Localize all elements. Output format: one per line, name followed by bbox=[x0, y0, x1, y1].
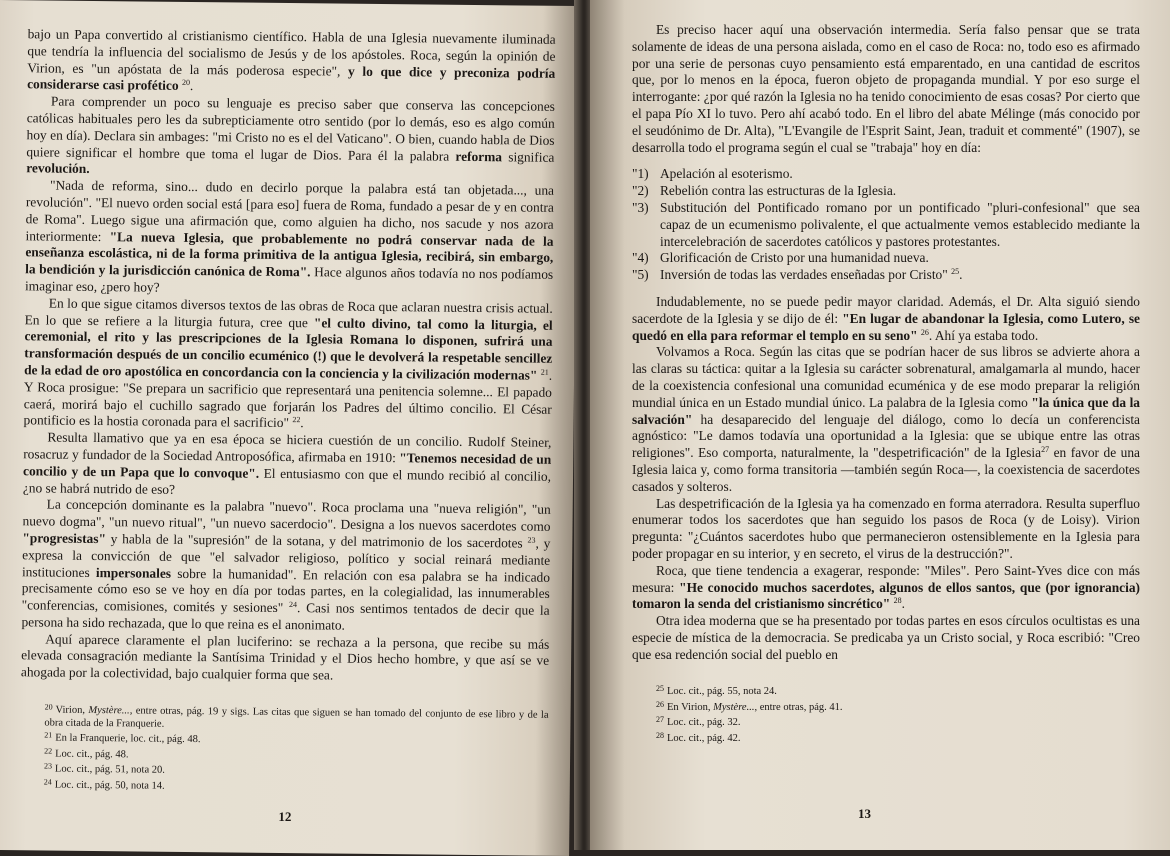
paragraph: "Nada de reforma, sino... dudo en decirlo porque la palabra está tan objetada..., una revolución". "El nuevo orden social está [para eso] fuera de Roma, fundado a pesar de y en contra de Roma". Luego sigue una afirmación que, como alguien ha dicho, nos sacude y nos azora interiormente: "La nueva Iglesia, que probablemente no podrá conservar nada de la enseñanza escolástica, ni de la forma primitiva de la antigua Iglesia, recibirá, sin embargo, la bendición y la jurisdicción canónica de Roma". Hace algunos años todavía no nos podíamos imaginar eso, ¿pero hoy? bbox=[24, 177, 555, 295]
paragraph: Las despetrificación de la Iglesia ya ha comenzado en forma aterradora. Resulta superfluo enumerar todos los sacerdotes que han seguido los pasos de Roca (y de Loisy). Virion pregunta: "¿Cuántos sacerdotes hubo que permanecieron ostensiblemente en la Iglesia para poder propagar en su interior, y en secreto, el virus de la destrucción?". bbox=[632, 495, 1140, 561]
footnote-ref: 23 bbox=[527, 535, 536, 545]
paragraph: La concepción dominante es la palabra "nuevo". Roca proclama una "nueva religión", "un nuevo dogma", "un nuevo ritual", "un nuevo sacerdocio". Designa a los nuevos sacerdotes como "progresistas" y habla de la "supresión" de la sotana, y del matrimonio de los sacerdotes $^{23}$, y expresa la convicción de que "el salvador religioso, político y social reinará mediante instituciones impersonales sobre la humanidad". En relación con esa palabra se ha indicado precisamente cómo eso se ve hoy en día por todas partes, en la colegialidad, las innumerables "conferencias, comisiones, comités y sesiones" $^{24}$. Casi nos sentimos tentados de decir que la persona ha sido rechazada, que lo que reina es el anonimato. bbox=[21, 496, 551, 633]
footnote: $^{24}$ Loc. cit., pág. 50, nota 14. bbox=[43, 777, 165, 792]
list-item: "3) Substitución del Pontificado romano por un pontificado "pluri-confesional" que sea capaz de un ecumenismo polivalente, el que actualmente vemos establecido mediante la intercelebración de sacerdotes católicos y pastores protestantes. bbox=[632, 199, 1140, 249]
footnote-ref: 27 bbox=[1041, 445, 1050, 455]
paragraph: Otra idea moderna que se ha presentado por todas partes en esos círculos ocultistas es una especie de mística de la democracia. Se predicaba ya un Cristo social, y Roca escribió: "Creo que esa redención social del pueblo en bbox=[632, 613, 1140, 662]
paragraph: Es preciso hacer aquí una observación intermedia. Sería falso pensar que se trata solamente de ideas de una persona aislada, como en el caso de Roca: no, todo eso es afirmado por una serie de personas cuyo pensamiento está emparentado, en una cantidad de escritos que, por lo menos en la época, fueron objeto de propaganda mundial. Y por eso surge el interrogante: ¿por qué razón la Iglesia no ha tenido conocimiento de esas cosas? Por cierto que el papa Pío XI lo tuvo. Pero ahí acabó todo. En el libro del abate Mélinge (más conocido por el seudónimo de Dr. Alta), "L'Evangile de l'Esprit Saint, Jean, traduit et commenté" (1907), se desarrolla todo el programa según el cual se "trabaja" hoy en día: bbox=[632, 22, 1140, 155]
list-item: "1) Apelación al esoterismo. bbox=[632, 166, 793, 182]
left-page bbox=[0, 0, 578, 856]
list-item: "4) Glorificación de Cristo por una humanidad nueva. bbox=[632, 250, 929, 266]
paragraph: bajo un Papa convertido al cristianismo científico. Habla de una Iglesia nuevamente iluminada que tendría la influencia del socialismo de Jesús y de los apóstoles. Roca, según la opinión de Virion, es "un apóstata de la más poderosa especie", y lo que dice y preconiza podría considerarse casi profético $^{20}$. bbox=[27, 26, 556, 94]
paragraph: Volvamos a Roca. Según las citas que se podrían hacer de sus libros se advierte ahora a las claras su táctica: quitar a la Iglesia su carácter sobrenatural, amalgamarla al mundo, hacer de la coexistencia confesional una comunidad ecuménica y de ese modo preparar la religión mundial única en un Estado mundial único. La palabra de la Iglesia como "la única que da la salvación" ha desaparecido del lenguaje del diálogo, como lo decía un conferencista agnóstico: "Le damos todavía una oportunidad a la Iglesia: que se ubique entre las otras religiones". Eso comporta, naturalmente, la "despetrificación" de la Iglesia$^{27}$ en favor de una Iglesia laica y, como forma transitoria —también según Roca—, la coexistencia de sacerdotes casados y solteros. bbox=[632, 344, 1140, 494]
page-number: 12 bbox=[278, 808, 292, 825]
footnote: $^{21}$ En la Franquerie, loc. cit., pág. 48. bbox=[44, 730, 201, 746]
paragraph: Indudablemente, no se puede pedir mayor claridad. Además, el Dr. Alta siguió siendo sacerdote de la Iglesia y se dijo de él: "En lugar de abandonar la Iglesia, como Lutero, se quedó en ella para reformar el templo en su seno" $^{26}$. Ahí ya estaba todo. bbox=[632, 293, 1140, 343]
footnote: $^{25}$ Loc. cit., pág. 55, nota 24. bbox=[656, 684, 777, 698]
footnotes bbox=[20, 701, 549, 797]
footnote: $^{28}$ Loc. cit., pág. 42. bbox=[656, 730, 741, 744]
numbered-list bbox=[632, 166, 1140, 284]
paragraph: En lo que sigue citamos diversos textos de las obras de Roca que aclaran nuestra crisis actual. En lo que se refiere a la liturgia futura, cree que "el culto divino, tal como la liturgia, el ceremonial, el rito y las prescripciones de la Iglesia Romana lo disponen, sufrirá una transformación después de un concilio ecuménico (!) que le devolverá la respetable sencillez de la edad de oro apostólica en concordancia con la conciencia y la civilización modernas" $^{21}$. Y Roca prosigue: "Se prepara un sacrificio que representará una penitencia solemne... El papado caerá, morirá bajo el cuchillo sagrado que forjarán los Padres del último concilio. El César pontificio es la hostia coronada para el sacrificio" $^{22}$. bbox=[23, 295, 553, 431]
footnote-ref: 21 bbox=[540, 367, 549, 377]
footnote: $^{20}$ Virion, Mystère..., entre otras, pág. 19 y sigs. Las citas que siguen se han tomado del conjunto de ese libro y de la obra citada de la Franquerie. bbox=[44, 702, 549, 730]
paragraph: Aquí aparece claramente el plan luciferino: se rechaza a la persona, que recibe su más elevada consagración mediante la Santísima Trinidad y el Dios hecho hombre, y que así se ve ahogada por la colectividad, bajo cualquier forma que sea. bbox=[20, 631, 550, 683]
page-number: 13 bbox=[858, 806, 871, 821]
right-page bbox=[590, 0, 1170, 850]
footnote: $^{23}$ Loc. cit., pág. 51, nota 20. bbox=[43, 761, 165, 776]
paragraph: Roca, que tiene tendencia a exagerar, responde: "Miles". Pero Saint-Yves dice con más mesura: "He conocido muchos sacerdotes, algunos de ellos santos, que (por ignorancia) tomaron la senda del cristianismo sincrético" $^{28}$. bbox=[632, 562, 1140, 612]
footnote-ref: 20 bbox=[181, 78, 191, 88]
paragraph: Para comprender un poco su lenguaje es preciso saber que conserva las concepciones católicas habituales pero les da subrepticiamente otro sentido (por lo demás, eso es algo común hoy en día). Declara sin ambages: "mi Cristo no es el del Vaticano". O bien, cuando habla de Dios quiere significar el hombre que toma el lugar de Dios. Para él la palabra reforma significa revolución. bbox=[26, 93, 555, 177]
list-item: "2) Rebelión contra las estructuras de la Iglesia. bbox=[632, 183, 897, 199]
footnote-ref: 22 bbox=[292, 415, 301, 425]
footnote-ref: 26 bbox=[920, 327, 929, 337]
list-item: "5) Inversión de todas las verdades enseñadas por Cristo" $^{25}$. bbox=[632, 267, 963, 283]
footnote: $^{27}$ Loc. cit., pág. 32. bbox=[656, 715, 741, 729]
footnote: $^{26}$ En Virion, Mystère..., entre otras, pág. 41. bbox=[656, 699, 843, 713]
footnote: $^{22}$ Loc. cit., pág. 48. bbox=[44, 746, 129, 760]
footnote-ref: 28 bbox=[893, 596, 902, 606]
footnote-ref: 24 bbox=[289, 600, 298, 610]
footnote-ref: 25 bbox=[951, 267, 960, 277]
paragraph: Resulta llamativo que ya en esa época se hiciera cuestión de un concilio. Rudolf Steiner, rosacruz y fundador de la Sociedad Antroposófica, afirmaba en 1910: "Tenemos necesidad de un concilio y de un Papa que lo convoque". El entusiasmo con que el mundo recibió al concilio, ¿no se habrá nutrido de eso? bbox=[22, 429, 552, 497]
footnotes bbox=[632, 683, 1140, 745]
